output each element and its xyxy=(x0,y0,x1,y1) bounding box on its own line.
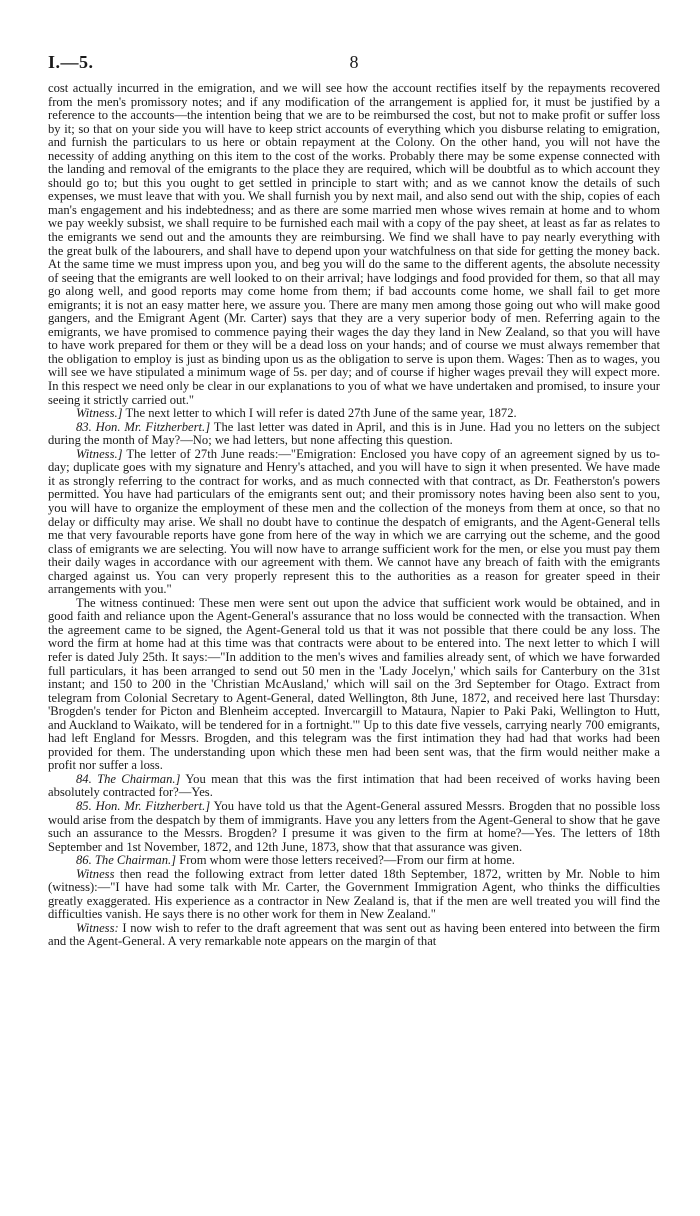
speaker-lead: Witness xyxy=(76,866,115,881)
paragraph xyxy=(48,868,660,922)
paragraph-text: You mean that this was the first intimation that had been received of works having been absolutely contracted for?—Yes. xyxy=(48,771,661,800)
paragraph xyxy=(48,421,660,448)
paragraph xyxy=(48,407,660,421)
paragraph-text: The next letter to which I will refer is dated 27th June of the same year, 1872. xyxy=(122,406,517,421)
paragraph xyxy=(48,597,660,773)
page-number: 8 xyxy=(349,52,359,72)
paragraph-text: cost actually incurred in the emigration, and we will see how the account rectifies itself by the repayments recovered from the men's promissory notes; and if any modification of the arrangement is applied for, it must be justified by a reference to the accounts—the intention being that we are to be reimbursed the cost, but not to make profit or suffer loss by it; so that on your side you will have to keep strict accounts of everything which you disburse relating to emigration, and furnish the particulars to us here or obtain repayment at the Colony. On the other hand, you will not have the necessity of adding anything on this item to the cost of the works. Probably there may be some expense connected with the landing and removal of the emigrants to the place they are required, which will be doubtful as to which account they should go to; but this you ought to get settled in principle to start with; and as we cannot know the details of such expenses, we must leave that with you. We shall furnish you by next mail, and also send out with the ship, copies of each man's engagement and his indebtedness; and as there are some married men whose wives remain at home and to whom we pay weekly subsist, we shall require to be furnished each mail with a copy of the pay sheet, at least as far as relates to the emigrants we send out and the amounts they are reimbursing. We find we shall have to pay nearly everything with the great bulk of the labourers, and shall have to depend upon your watchfulness on that side for getting the money back. At the same time we must impress upon you, and beg you will do the same to the different agents, the absolute necessity of seeing that the emigrants are well looked to on their arrival; have lodgings and food provided for them, so that all may go along well, and good reports may come home from them; if bad accounts come home, we shall fail to get more emigrants; it is not an easy matter here, we assure you. There are many men among those going out who will make good gangers, and the Emigrant Agent (Mr. Carter) says that they are a very superior body of men. Referring again to the emigrants, we have promised to commence paying their wages the day they land in New Zealand, so that you will have to have work prepared for them or they will be a dead loss on your hands; and of course we must always remember that the obligation to employ is just as binding upon us as the obligation to serve is upon them. Wages: Then as to wages, you will see we have stipulated a minimum wage of 5s. per day; and of course if higher wages prevail they will expect more. In this respect we need only be clear in our explanations to you of what we have undertaken and promised, to insure your seeing it strictly carried out." xyxy=(48,81,660,407)
paragraph-text: I now wish to refer to the draft agreement that was sent out as having been entered into between the firm and the Agent-General. A very remarkable note appears on the margin of that xyxy=(48,920,660,949)
paragraph-text: From whom were those letters received?—From our firm at home. xyxy=(176,853,515,868)
speaker-lead: 85. Hon. Mr. Fitzherbert.] xyxy=(76,798,211,813)
paragraph xyxy=(48,854,660,868)
paragraph xyxy=(48,800,660,854)
speaker-lead: 83. Hon. Mr. Fitzherbert.] xyxy=(76,419,211,434)
speaker-lead: Witness.] xyxy=(76,446,123,461)
speaker-lead: 84. The Chairman.] xyxy=(76,771,181,786)
paragraph-text: The letter of 27th June reads:—"Emigration: Enclosed you have copy of an agreement signed by us to-day; duplicate goes with my signature and Henry's attached, and you will have to sign it when presented. We have made it as strongly referring to the contract for works, and as much connected with that contract, as Dr. Featherston's powers permitted. You have had particulars of the emigrants sent out; and their promissory notes having been also sent to you, you will have to organize the employment of these men and the collection of the moneys from them at once, so that no delay or difficulty may arise. We shall no doubt have to continue the despatch of emigrants, and the Agent-General tells me that very favourable reports have gone from here of the way in which we are carrying out the scheme, and the good class of emigrants we are selecting. You will now have to arrange sufficient work for the men, or else you must pay them their daily wages in accordance with our agreement with them. We cannot have any breach of faith with the emigrants charged against us. You can very properly represent this to the authorities as a reason for greater speed in their arrangements with you." xyxy=(48,446,660,597)
paragraph-text: You have told us that the Agent-General assured Messrs. Brogden that no possible loss would arise from the despatch by them of immigrants. Have you any letters from the Agent-General to show that he gave such an assurance to the Messrs. Brogden? I presume it was given to the firm at home?—Yes. The letters of 18th September and 1st November, 1872, and 12th June, 1873, show that that assurance was given. xyxy=(48,798,660,854)
paragraph-text: The witness continued: These men were sent out upon the advice that sufficient work would be obtained, and in good faith and reliance upon the Agent-General's assurance that no loss would be connected with the transaction. When the agreement came to be signed, the Agent-General told us that it was not possible that there could be any loss. The word the firm at home had at this time was that contracts were about to be entered into. The next letter to which I will refer is dated July 25th. It says:—"In addition to the men's wives and families already sent, of which we have forwarded full particulars, it has been arranged to send out 50 men in the 'Lady Jocelyn,' which sails for Canterbury on the 31st instant; and 150 to 200 in the 'Christian McAusland,' which will sail on the 3rd September for Otago. Extract from telegram from Colonial Secretary to Agent-General, dated Wellington, 8th June, 1872, and received here last Thursday: 'Brogden's tender for Picton and Blenheim accepted. Invercargill to Mataura, Napier to Paki Paki, Wellington to Hutt, and Auckland to Waikato, will be tendered for in a fortnight.'" Up to this date five vessels, carrying nearly 700 emigrants, had left England for Messrs. Brogden, and this telegram was the first intimation they had had that works had been provided for them. The understanding upon which these men had been sent was, that the firm would neither make a profit nor suffer a loss. xyxy=(48,595,660,773)
paragraph xyxy=(48,448,660,597)
paragraph-text: The last letter was dated in April, and this is in June. Had you no letters on the subject during the month of May?—No; we had letters, but none affecting this question. xyxy=(48,419,660,448)
page-body xyxy=(48,82,660,949)
paragraph xyxy=(48,773,660,800)
document-reference: I.—5. xyxy=(48,52,94,72)
speaker-lead: Witness: xyxy=(76,920,119,935)
paragraph-text: then read the following extract from letter dated 18th September, 1872, written by Mr. Noble to him (witness):—"I have had some talk with Mr. Carter, the Government Immigration Agent, who thinks the difficulties greatly exaggerated. His experience as a contractor in New Zealand is, that if the men are well treated you will find the difficulties vanish. He says there is no other work for them in New Zealand." xyxy=(48,866,660,922)
speaker-lead: Witness.] xyxy=(76,406,123,421)
speaker-lead: 86. The Chairman.] xyxy=(76,853,177,868)
paragraph xyxy=(48,82,660,407)
paragraph xyxy=(48,922,660,949)
page-header xyxy=(48,50,660,82)
